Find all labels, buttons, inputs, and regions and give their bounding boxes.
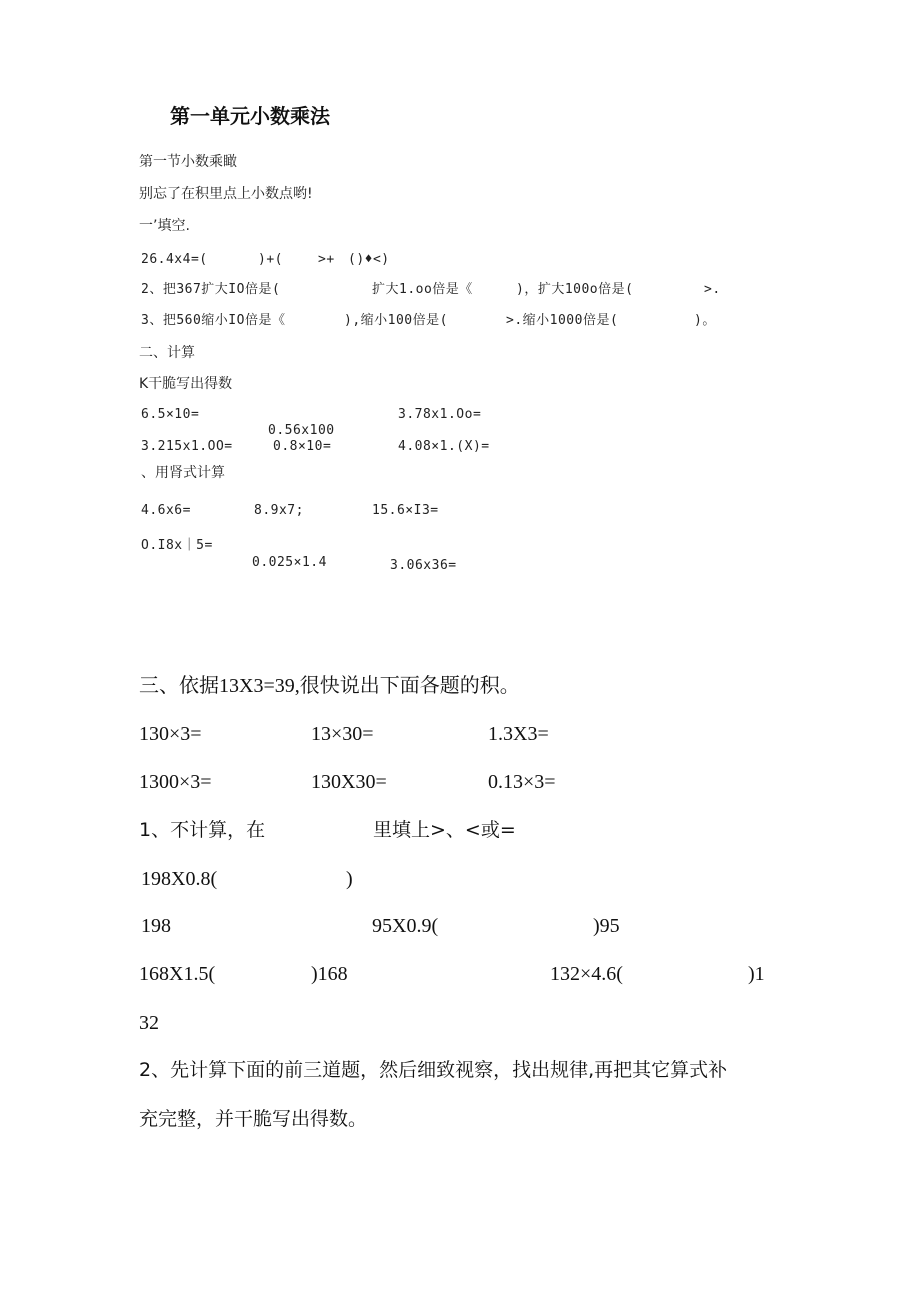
product-item: 1300×3= (139, 771, 212, 793)
compare-item: 198 (141, 915, 171, 937)
calc-item: 3.215x1.OO= (141, 439, 233, 454)
calc-item: 0.8×10= (273, 439, 332, 454)
compare-item: 198X0.8( (141, 868, 218, 890)
product-item: 0.13×3= (488, 771, 556, 793)
section-heading: 第一节小数乘瞰 (139, 154, 237, 170)
q2-part-d: >. (704, 282, 721, 297)
q2-part-c: )，扩大100o倍是( (516, 282, 634, 297)
compare-heading-b: 里填上>、<或= (373, 819, 516, 841)
compare-item: )1 (748, 963, 765, 985)
compare-item: )168 (311, 963, 348, 985)
calc-item: 6.5×10= (141, 407, 200, 422)
q3-part-d: )。 (694, 313, 716, 328)
q2-part-a: 2、把367扩大IO倍是( (141, 282, 281, 297)
vertical-calc-label: 、用肾式计算 (141, 465, 225, 481)
product-item: 13×30= (311, 723, 374, 745)
compare-item: 95X0.9( (372, 915, 439, 937)
vertical-item: 0.025×1.4 (252, 555, 327, 570)
page-title: 第一单元小数乘法 (170, 104, 330, 128)
reminder-text: 别忘了在积里点上小数点哟! (139, 186, 313, 202)
q1-part-d: ()♦<) (348, 252, 390, 267)
part-one-label: 一’填空. (139, 218, 190, 234)
section-three-heading: 三、依据13X3=39,很快说出下面各题的积。 (139, 675, 520, 697)
compare-item: )95 (593, 915, 620, 937)
direct-answer-label: K干脆写出得数 (139, 376, 233, 392)
product-item: 130X30= (311, 771, 387, 793)
q1-part-b: )+( (258, 252, 283, 267)
calc-item: 3.78x1.Oo= (398, 407, 482, 422)
part-two-label: 二、计算 (139, 345, 195, 361)
q1-part-a: 26.4x4=( (141, 252, 208, 267)
q1-part-c: >+ (318, 252, 335, 267)
vertical-item: 3.06x36= (390, 558, 457, 573)
q3-part-c: >.缩小1000倍是( (506, 313, 619, 328)
vertical-item: 4.6x6= (141, 503, 191, 518)
vertical-item: O.I8x｜5= (141, 538, 213, 553)
pattern-question-line1: 2、先计算下面的前三道题，然后细致视察，找出规律,再把其它算式补 (139, 1059, 728, 1081)
product-item: 1.3X3= (488, 723, 549, 745)
calc-item-cut: 0.56x100 (268, 423, 335, 438)
compare-item: 132×4.6( (550, 963, 623, 985)
vertical-item: 15.6×I3= (372, 503, 439, 518)
compare-heading-a: 1、不计算，在 (139, 819, 266, 841)
product-item: 130×3= (139, 723, 202, 745)
compare-item: ) (346, 868, 353, 890)
pattern-question-line2: 充完整，并干脆写出得数。 (139, 1108, 368, 1130)
q3-part-a: 3、把560缩小IO倍是《 (141, 313, 286, 328)
compare-item: 32 (139, 1012, 159, 1034)
q2-part-b: 扩大1.oo倍是《 (372, 282, 473, 297)
q3-part-b: ),缩小100倍是( (344, 313, 448, 328)
calc-item: 4.08×1.(X)= (398, 439, 490, 454)
vertical-item: 8.9x7; (254, 503, 304, 518)
compare-item: 168X1.5( (139, 963, 216, 985)
